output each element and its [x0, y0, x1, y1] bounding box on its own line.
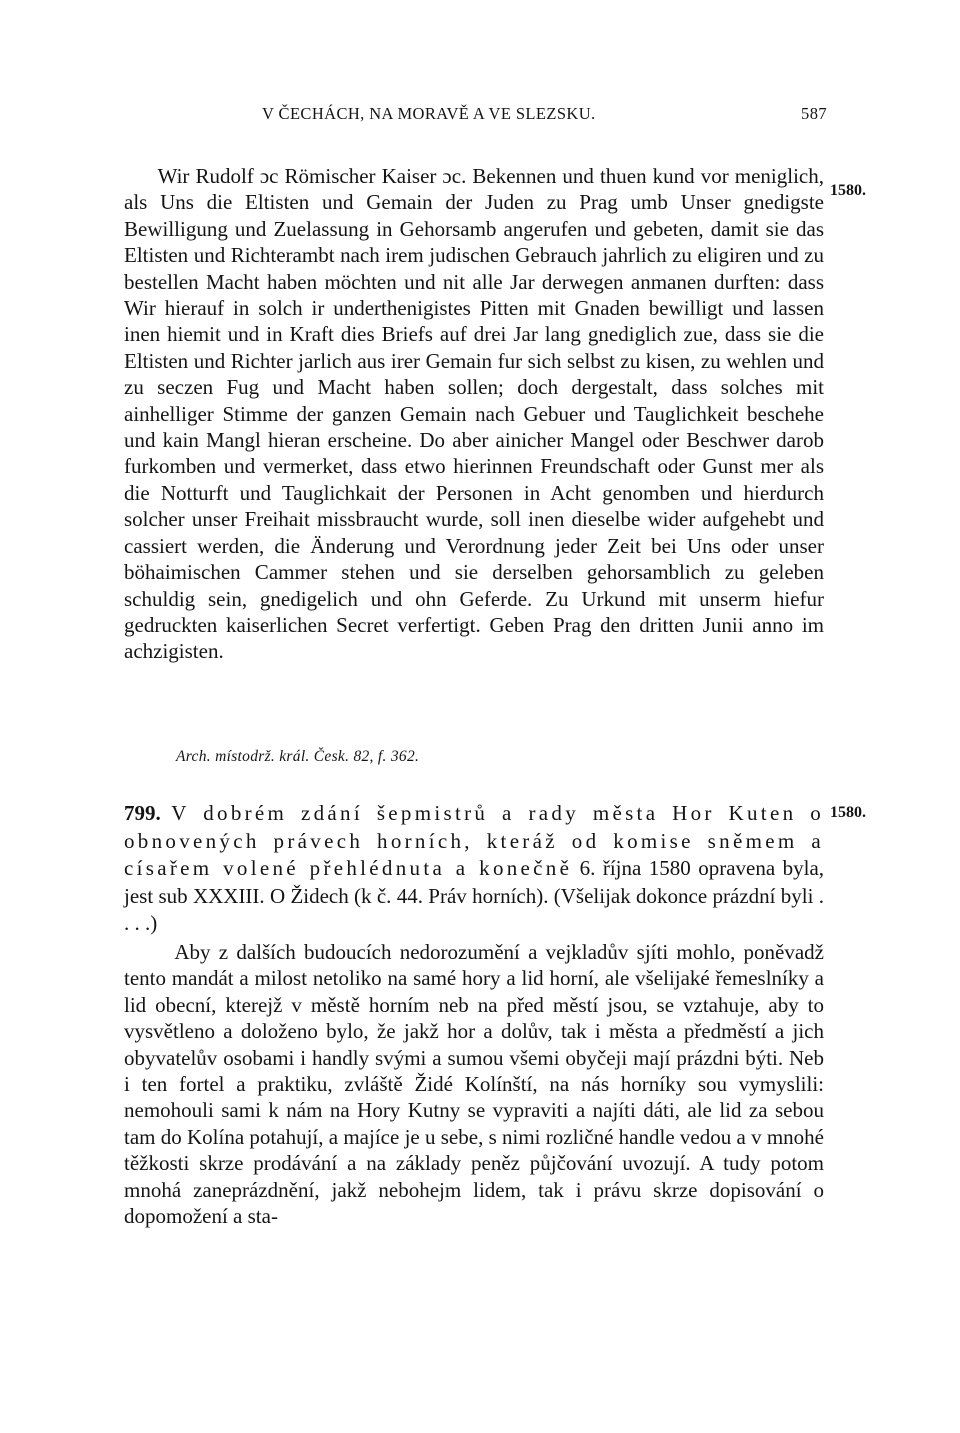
document-799-body [124, 939, 824, 1229]
running-title: V ČECHÁCH, NA MORAVĚ A VE SLEZSKU. [262, 104, 596, 123]
german-charter-paragraph: Wir Rudolf ɔc Römischer Kaiser ɔc. Bekennen und thuen kund vor meniglich, als Uns die Eltisten und Gemain der Juden zu Prag umb Unser gnedigste Bewilligung und Zuelassung in Gehorsamb angerufen und gebeten, damit sie das Eltisten und Richterambt nach irem judischen Gebrauch jahrlich zu eligiren und zu bestellen Macht haben möchten und nit alle Jar derwegen anmanen durften: dass Wir hierauf in solch ir underthenigistes Pitten mit Gnaden bewilligt und lassen inen hiemit und in Kraft dies Briefs auf drei Jar lang gnediglich zue, dass sie die Eltisten und Richter jarlich aus irer Gemain fur sich selbst zu kisen, zu wehlen und zu seczen Fug und Macht haben sollen; doch dergestalt, dass solches mit ainhelliger Stimme der ganzen Gemain nach Gebuer und Tauglichkeit beschehe und kain Mangl hieran erscheine. Do aber ainicher Mangel oder Beschwer darob furkomben und vermerket, dass etwo hierinnen Freundschaft oder Gunst mer als die Notturft und Tauglichkait der Personen in Acht genomben und hierdurch solcher unser Freihait missbraucht wurde, soll inen dieselbe wider aufgehebt und cassiert werden, die Änderung und Verordnung jeder Zeit bei Uns oder unser böhaimischen Cammer stehen und sie derselben gehorsamblich zu geleben schuldig sein, gnedigelich und ohn Geferde. Zu Urkund mit unserm hiefur gedruckten kaiserlichen Secret verfertigt. Geben Prag den dritten Junii anno im achzigisten. [124, 164, 824, 664]
archive-citation: Arch. místodrž. král. Česk. 82, f. 362. [176, 748, 420, 765]
margin-year-doc2: 1580. [830, 804, 866, 821]
czech-article-paragraph: Aby z dalších budoucích nedorozumění a vejkladův sjíti mohlo, poněvadž tento mandát a milost netoliko na samé hory a lid horní, ale všelijaké řemeslníky a lid obecní, kterejž v městě horním neb na před městí jsou, se vztahuje, aby to vysvětleno a doloženo bylo, že jakž hor a dolův, tak i města a předměstí a jich obyvatelův osobami i handly svými a sumou všemi obyčeji mají prázdni býti. Neb i ten fortel a praktiku, zvláště Židé Kolínští, na nás horníky sou vymyslili: nemohouli sami k nám na Hory Kutny se vypraviti a najíti dáti, ale lid za sebou tam do Kolína potahují, a majíce je u sebe, s nimi rozličné handle vedou a v mnohé těžkosti skrze prodávání a na základy peněz půjčování uvozují. A tudy potom mnohá zaneprázdnění, jakž nebohejm lidem, tak i právu skrze dopisování o dopomožení a sta- [124, 940, 824, 1229]
document-798-body [124, 163, 824, 665]
heading-spaced-text: V dobrém zdání šepmistrů a rady města Hor Kuten o obnovených právech horních, kteráž od komise sněmem a císařem volené přehlédnuta a konečně [124, 801, 825, 880]
margin-year-doc1: 1580. [830, 182, 866, 199]
page-number: 587 [801, 104, 827, 123]
heading-plain-text: 6. října 1580 opravena byla, jest sub XXXIII. O Židech (k č. 44. Práv horních). (Všelijak dokonce prázdní byli . . . .) [124, 856, 825, 935]
document-799-heading [124, 800, 824, 938]
document-number: 799. [124, 801, 161, 825]
